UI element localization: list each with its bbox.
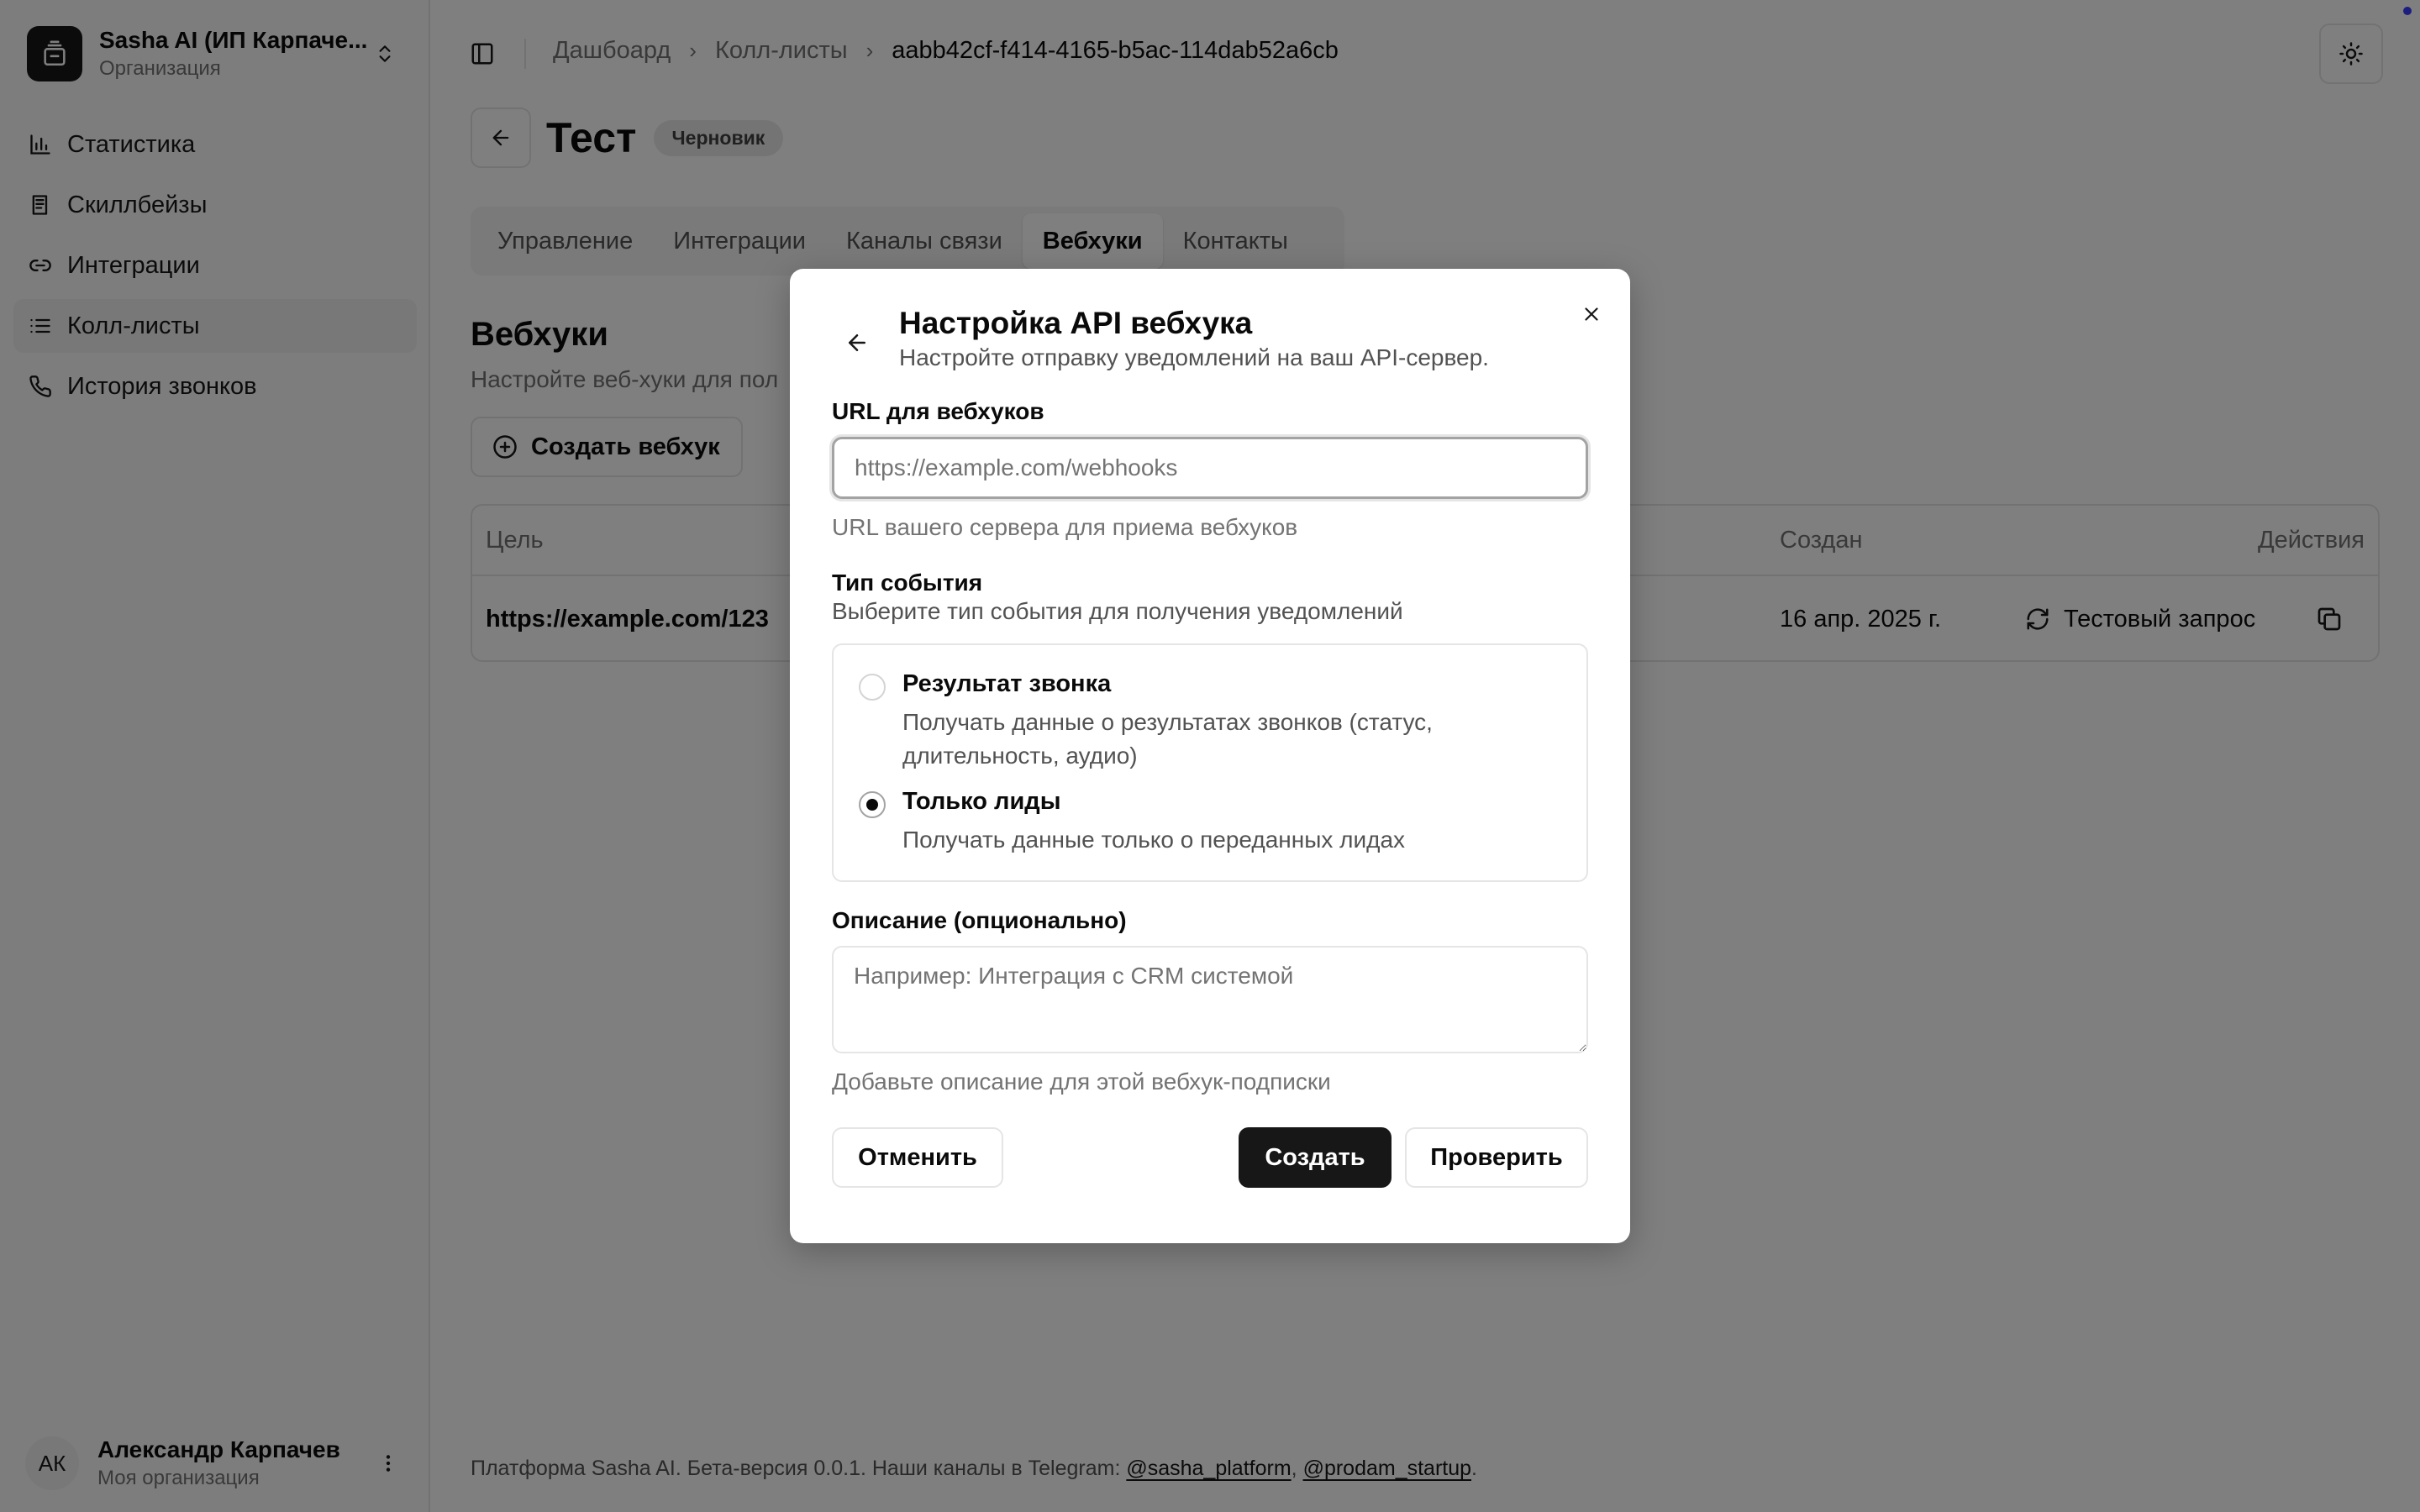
url-helper: URL вашего сервера для приема вебхуков [832,514,1298,540]
description-helper: Добавьте описание для этой вебхук-подписки [832,1068,1331,1095]
description-label: Описание (опционально) [832,907,1127,933]
cancel-button[interactable]: Отменить [832,1127,1003,1188]
radio-call-result[interactable] [859,674,886,701]
dialog-title: Настройка API вебхука [899,306,1253,340]
event-type-label: Тип события [832,570,983,596]
radio-description: Получать данные о результатах звонков (статус, длительность, аудио) [902,709,1433,769]
event-type-radio-group [832,643,1588,882]
webhook-settings-dialog [790,269,1630,1243]
event-type-helper: Выберите тип события для получения уведомлений [832,598,1403,624]
arrow-left-icon [844,330,870,355]
radio-description: Получать данные только о переданных лидах [902,827,1406,853]
dialog-back-button[interactable] [840,326,874,360]
radio-title: Результат звонка [902,670,1112,697]
create-button[interactable]: Создать [1239,1127,1392,1188]
dialog-subtitle: Настройте отправку уведомлений на ваш API-сервер. [899,344,1489,370]
webhook-url-input[interactable] [832,437,1588,499]
radio-title: Только лиды [902,788,1061,815]
check-button[interactable]: Проверить [1405,1127,1588,1188]
close-icon[interactable] [1575,297,1608,331]
radio-leads-only[interactable] [859,791,886,818]
url-label: URL для вебхуков [832,398,1044,424]
description-textarea[interactable] [832,946,1588,1053]
